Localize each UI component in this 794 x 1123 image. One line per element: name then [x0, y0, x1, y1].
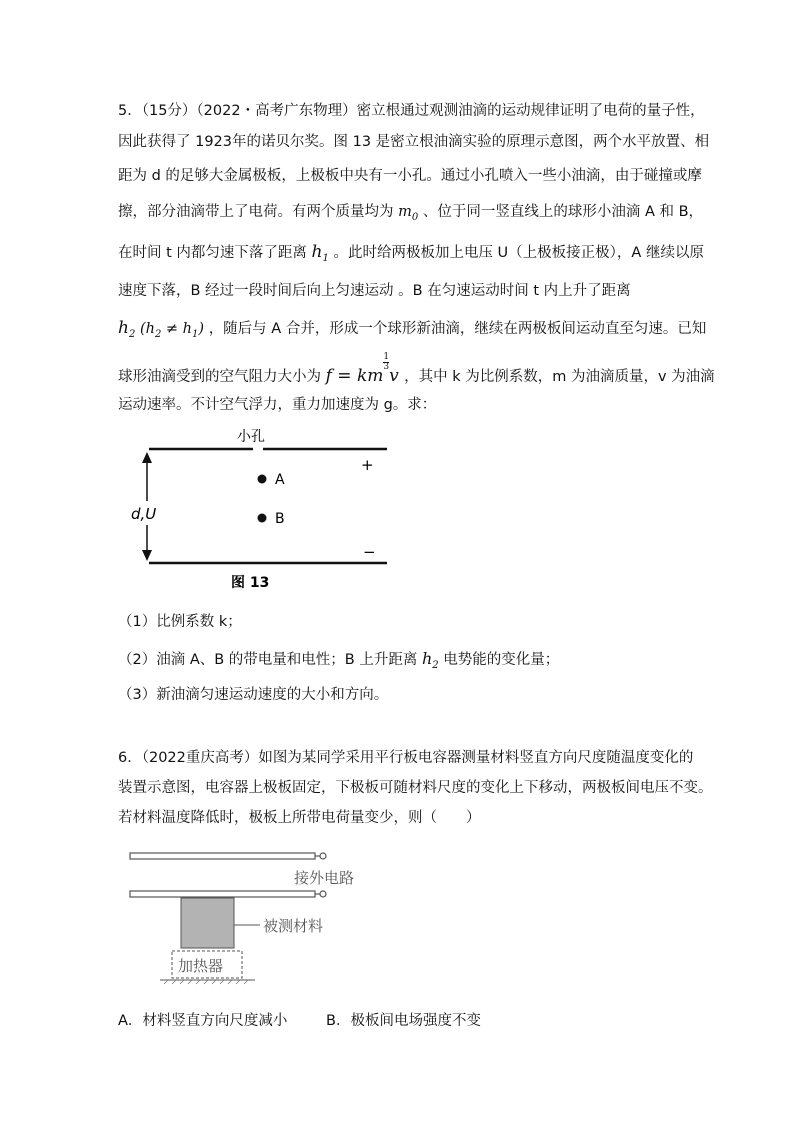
plus-sign: +: [361, 456, 374, 474]
droplet-b: [258, 514, 267, 523]
q5-line-4: [118, 202, 703, 224]
sub-question-3: （3）新油滴匀速运动速度的大小和方向。: [118, 687, 389, 703]
q6-line-2: 装置示意图，电容器上极板固定，下极板可随材料尺度的变化上下移动，两极板间电压不变。: [118, 780, 713, 796]
lower-terminal: [320, 891, 326, 897]
h2-symbol-2: $h_2$: [421, 649, 439, 671]
droplet-a: [258, 475, 267, 484]
dim-label: d,U: [131, 505, 157, 523]
droplet-b-label: B: [275, 511, 285, 527]
ground-hatch: [164, 980, 248, 984]
q5-line-3: 距为 d 的足够大金属极板，上极板中央有一小孔。通过小孔喷入一些小油滴，由于碰撞或摩: [118, 168, 702, 184]
q5-line-5-a: 在时间 t 内都匀速下落了距离: [118, 245, 307, 261]
upper-terminal: [320, 853, 326, 859]
hole-label: 小孔: [237, 429, 265, 445]
capacitor-apparatus-diagram: [120, 845, 380, 985]
q6-line-1: 6．（2022重庆高考）如图为某同学采用平行板电容器测量材料竖直方向尺度随温度变化的: [118, 750, 694, 766]
q5-line-8: [118, 352, 715, 387]
figure-caption: 图 13: [231, 575, 270, 591]
figure-13-diagram: [125, 425, 400, 595]
sub-question-2: （2）油滴 A、B 的带电量和电性；B 上升距离 $h_2$ 电势能的变化量；: [118, 649, 560, 671]
upper-plate: [130, 853, 315, 859]
q5-line-8-a: 球形油滴受到的空气阻力大小为: [118, 369, 321, 385]
q5-line-4-b: 、位于同一竖直线上的球形小油滴 A 和 B，: [422, 204, 704, 220]
q5-line-7: [118, 318, 706, 341]
heater-label: 加热器: [178, 957, 224, 975]
mass-symbol: $m_0$: [398, 204, 419, 223]
option-a[interactable]: A．材料竖直方向尺度减小: [118, 1013, 288, 1029]
h2-condition: $(h_2 \ne h_1)$: [139, 321, 205, 340]
dim-arrowhead-down: [142, 550, 152, 561]
q5-line-9: 运动速率。不计空气浮力，重力加速度为 g。求：: [118, 397, 437, 413]
h1-symbol: $h_1$: [311, 242, 329, 264]
q5-line-6: 速度下落，B 经过一段时间后向上匀速运动 。B 在匀速运动时间 t 内上升了距离: [118, 283, 631, 299]
q5-line-5-b: 。此时给两极板加上电压 U（上极板接正极），A 继续以原: [333, 245, 704, 261]
q5-line-2: 因此获得了 1923年的诺贝尔奖。图 13 是密立根油滴实验的原理示意图，两个水平放置、相: [118, 134, 710, 150]
q5-line-5: [118, 242, 704, 265]
q5-line-4-a: 擦，部分油滴带上了电荷。有两个质量均为: [118, 204, 394, 220]
drag-formula: f = km $\frac{1}{3}$ v: [325, 352, 399, 386]
material-label: 被测材料: [263, 917, 324, 935]
q6-line-3: 若材料温度降低时，极板上所带电荷量变少，则（ ）: [118, 810, 481, 826]
minus-sign: −: [363, 543, 376, 561]
h2-symbol: $h_2$: [118, 318, 136, 340]
q5-line-1: 5．（15分）（2022・高考广东物理）密立根通过观测油滴的运动规律证明了电荷的量子性，: [118, 103, 705, 119]
droplet-a-label: A: [275, 472, 285, 488]
dim-arrowhead-up: [142, 452, 152, 463]
option-b[interactable]: B．极板间电场强度不变: [326, 1013, 481, 1029]
sub-question-1: （1）比例系数 k；: [118, 614, 242, 630]
q5-line-8-b: ，其中 k 为比例系数，m 为油滴质量，v 为油滴: [404, 369, 715, 385]
circuit-label: 接外电路: [294, 869, 355, 887]
material-block: [181, 898, 234, 948]
lower-plate: [130, 891, 315, 897]
q5-line-7-b: ，随后与 A 合并，形成一个球形新油滴，继续在两极板间运动直至匀速。已知: [208, 321, 707, 337]
